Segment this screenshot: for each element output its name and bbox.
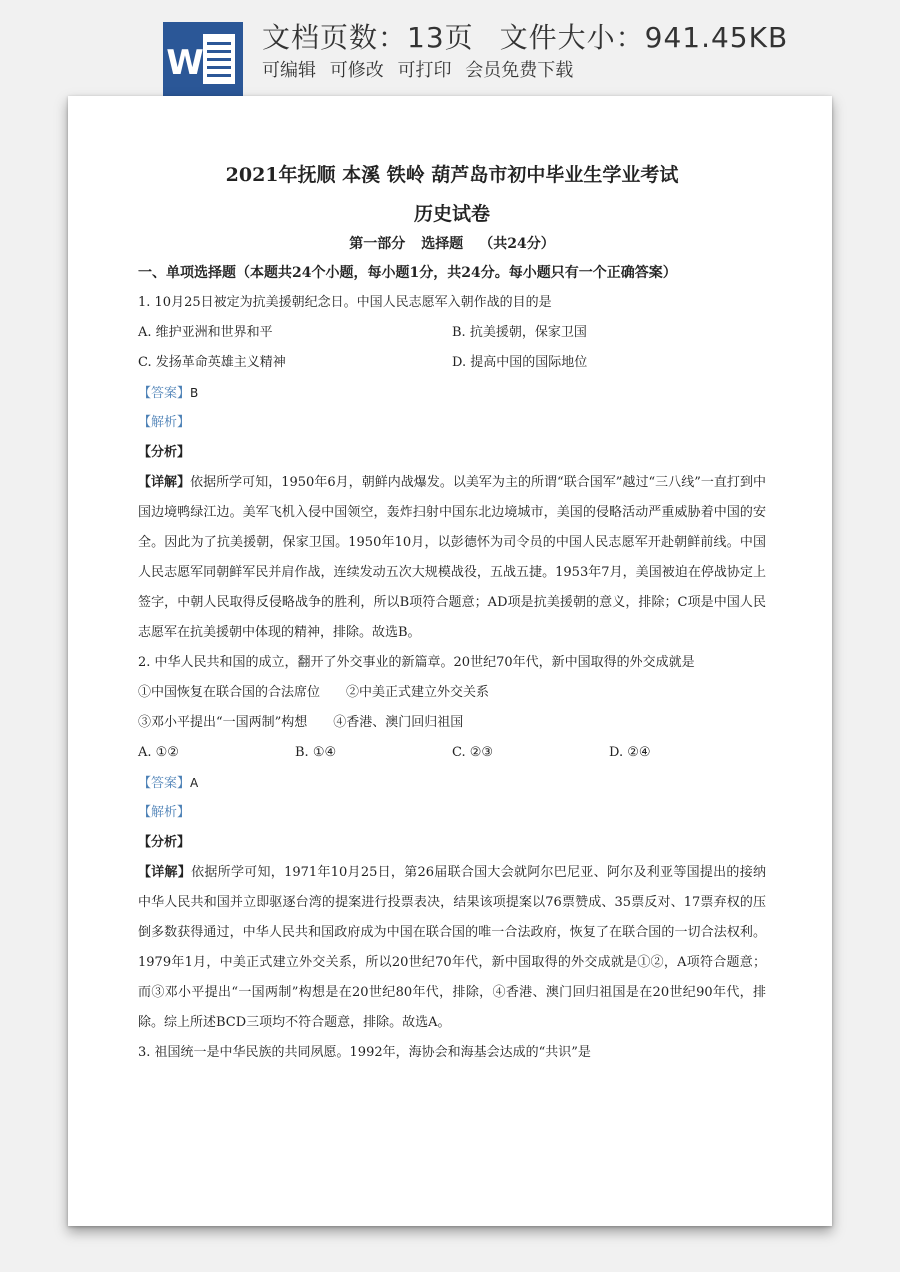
question-1-stem: 1. 10月25日被定为抗美援朝纪念日。中国人民志愿军入朝作战的目的是 xyxy=(138,295,552,310)
document-page xyxy=(68,96,832,1226)
feature-printable: 可打印 xyxy=(397,60,452,81)
option-b: B. ①④ xyxy=(295,745,337,760)
question-2-fenxi-tag: 【分析】 xyxy=(138,835,191,850)
question-1-fenxi-tag: 【分析】 xyxy=(138,445,191,460)
question-2-items-1: ①中国恢复在联合国的合法席位 ②中美正式建立外交关系 xyxy=(138,685,490,700)
section-heading: 一、单项选择题（本题共24个小题，每小题1分，共24分。每小题只有一个正确答案） xyxy=(138,265,677,281)
question-1-options-row2 xyxy=(138,348,766,378)
page-count: 文档页数：13页 xyxy=(262,21,474,54)
option-b: B. 抗美援朝，保家卫国 xyxy=(452,325,587,340)
word-icon-letter: W xyxy=(166,43,204,83)
question-2-stem: 2. 中华人民共和国的成立，翻开了外交事业的新篇章。20世纪70年代，新中国取得的外交成就是 xyxy=(138,655,695,670)
question-2-items-2: ③邓小平提出“一国两制”构想 ④香港、澳门回归祖国 xyxy=(138,715,464,730)
question-2-options xyxy=(138,738,766,768)
question-1-analysis-tag: 【解析】 xyxy=(138,415,191,430)
option-a: A. ①② xyxy=(138,745,179,760)
download-banner xyxy=(0,0,900,96)
option-a: A. 维护亚洲和世界和平 xyxy=(138,325,273,340)
part-heading: 第一部分 选择题 （共24分） xyxy=(349,236,555,252)
option-d: D. ②④ xyxy=(609,745,651,760)
question-1-options-row1 xyxy=(138,318,766,348)
question-1-detail: 【详解】依据所学可知，1950年6月，朝鲜内战爆发。以美军为主的所谓“联合国军”越过“三八线”一直打到中国边境鸭绿江边。美军飞机入侵中国领空，轰炸扫射中国东北边境城市，美国的侵略活动严重威胁着中国的安全。因此为了抗美援朝，保家卫国。1950年10月，以彭德怀为司令员的中国人民志愿军开赴朝鲜前线。中国人民志愿军同朝鲜军民并肩作战，连续发动五次大规模战役，五战五捷。1953年7月，美国被迫在停战协定上签字，中朝人民取得反侵略战争的胜利，所以B项符合题意；AD项是抗美援朝的意义，排除；C项是中国人民志愿军在抗美援朝中体现的精神，排除。故选B。 xyxy=(138,475,766,640)
option-c: C. ②③ xyxy=(452,745,494,760)
exam-title: 2021年抚顺 本溪 铁岭 葫芦岛市初中毕业生学业考试 xyxy=(225,164,679,186)
file-size: 文件大小：941.45KB xyxy=(499,21,789,54)
option-c: C. 发扬革命英雄主义精神 xyxy=(138,355,286,370)
question-2-answer: 【答案】A xyxy=(138,776,199,791)
feature-list xyxy=(262,56,581,82)
question-2-analysis-tag: 【解析】 xyxy=(138,805,191,820)
document-content xyxy=(138,160,766,1068)
option-d: D. 提高中国的国际地位 xyxy=(452,355,588,370)
question-1-answer: 【答案】B xyxy=(138,386,199,401)
exam-subtitle: 历史试卷 xyxy=(413,203,490,225)
feature-member-download[interactable]: 会员免费下载 xyxy=(465,60,574,81)
feature-editable: 可编辑 xyxy=(262,60,316,81)
question-2-detail: 【详解】依据所学可知，1971年10月25日，第26届联合国大会就阿尔巴尼亚、阿尔及利亚等国提出的接纳中华人民共和国并立即驱逐台湾的提案进行投票表决，结果该项提案以76票赞成、35票反对、17票弃权的压倒多数获得通过，中华人民共和国政府成为中国在联合国的唯一合法政府，恢复了在联合国的一切合法权利。1979年1月，中美正式建立外交关系，所以20世纪70年代，新中国取得的外交成就是①②，A项符合题意；而③邓小平提出“一国两制”构想是在20世纪80年代，排除，④香港、澳门回归祖国是在20世纪90年代，排除。综上所述BCD三项均不符合题意，排除。故选A。 xyxy=(138,865,766,1030)
feature-modifiable: 可修改 xyxy=(329,60,384,81)
word-document-icon xyxy=(163,22,243,96)
question-3-stem: 3. 祖国统一是中华民族的共同夙愿。1992年，海协会和海基会达成的“共识”是 xyxy=(138,1045,591,1060)
